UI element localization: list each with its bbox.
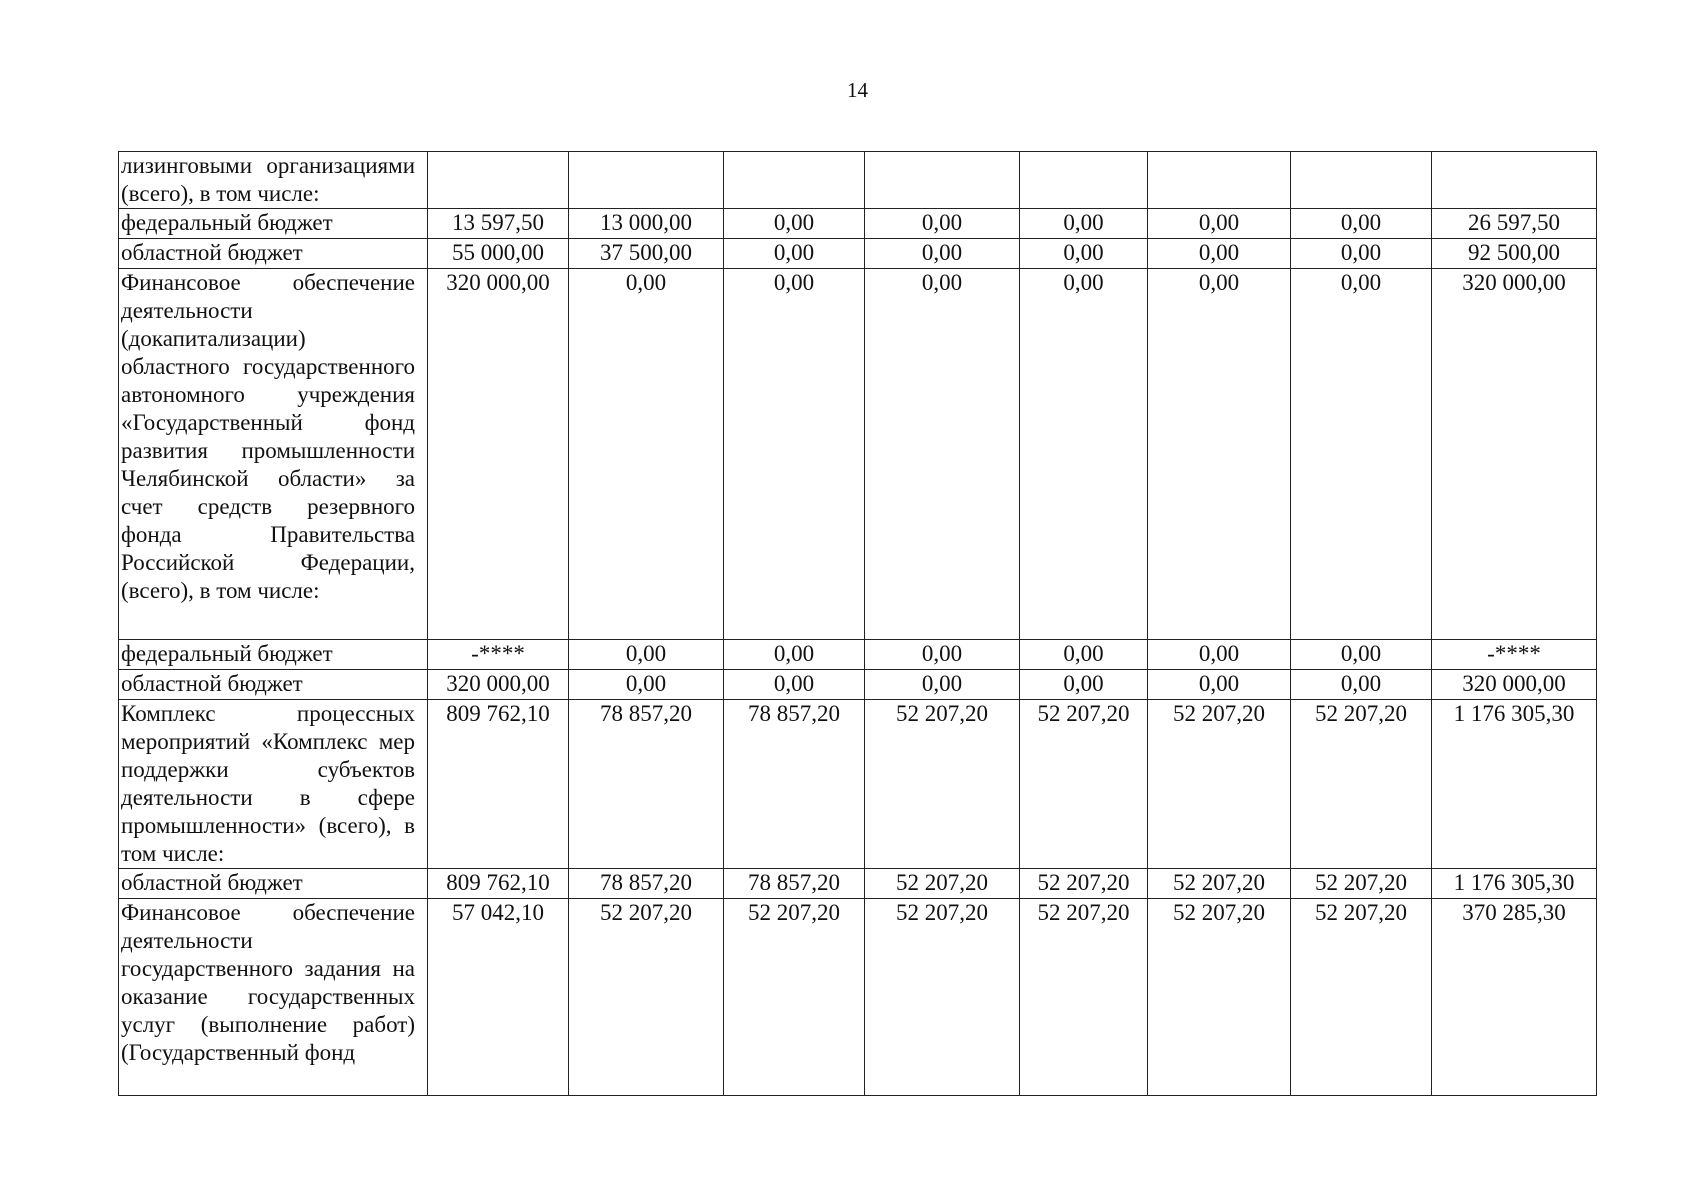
- value-cell: 0,00: [724, 209, 865, 239]
- table-row: [119, 670, 1597, 700]
- total-cell: 26 597,50: [1432, 209, 1597, 239]
- value-cell: 320 000,00: [428, 670, 569, 700]
- value-cell: 52 207,20: [865, 899, 1020, 1096]
- value-cell: 0,00: [1291, 640, 1432, 670]
- value-cell: 78 857,20: [569, 869, 724, 899]
- table-row: [119, 869, 1597, 899]
- value-cell: 320 000,00: [428, 269, 569, 640]
- value-cell: 809 762,10: [428, 700, 569, 869]
- value-cell: [569, 152, 724, 209]
- total-cell: 370 285,30: [1432, 899, 1597, 1096]
- table-row: [119, 239, 1597, 269]
- row-label: Комплекс процессных мероприятий «Комплекс мер поддержки субъектов деятельности в сфере промышленности» (всего), в том числе:: [119, 700, 428, 869]
- value-cell: 57 042,10: [428, 899, 569, 1096]
- value-cell: 13 000,00: [569, 209, 724, 239]
- value-cell: 809 762,10: [428, 869, 569, 899]
- value-cell: 52 207,20: [1291, 869, 1432, 899]
- total-cell: [1432, 152, 1597, 209]
- total-cell: -****: [1432, 640, 1597, 670]
- table-row: [119, 899, 1597, 1096]
- value-cell: 0,00: [1148, 209, 1291, 239]
- value-cell: 0,00: [1291, 269, 1432, 640]
- row-label: областной бюджет: [119, 670, 428, 700]
- value-cell: [724, 152, 865, 209]
- value-cell: 0,00: [724, 239, 865, 269]
- total-cell: 320 000,00: [1432, 269, 1597, 640]
- table-row: [119, 640, 1597, 670]
- value-cell: 52 207,20: [865, 869, 1020, 899]
- value-cell: 52 207,20: [865, 700, 1020, 869]
- value-cell: 52 207,20: [724, 899, 865, 1096]
- row-label: областной бюджет: [119, 239, 428, 269]
- value-cell: [1148, 152, 1291, 209]
- value-cell: 0,00: [865, 640, 1020, 670]
- value-cell: 37 500,00: [569, 239, 724, 269]
- value-cell: 52 207,20: [1291, 899, 1432, 1096]
- total-cell: 1 176 305,30: [1432, 869, 1597, 899]
- value-cell: -****: [428, 640, 569, 670]
- row-label: Финансовое обеспечение деятельности государственного задания на оказание государственных услуг (выполнение работ) (Государственный фонд: [119, 899, 428, 1096]
- total-cell: 92 500,00: [1432, 239, 1597, 269]
- value-cell: 78 857,20: [569, 700, 724, 869]
- value-cell: 52 207,20: [1148, 700, 1291, 869]
- value-cell: 13 597,50: [428, 209, 569, 239]
- row-label: федеральный бюджет: [119, 640, 428, 670]
- value-cell: 0,00: [1291, 670, 1432, 700]
- value-cell: [1291, 152, 1432, 209]
- value-cell: 0,00: [1291, 239, 1432, 269]
- value-cell: 52 207,20: [1148, 899, 1291, 1096]
- value-cell: 0,00: [1020, 239, 1148, 269]
- table-row: [119, 700, 1597, 869]
- row-label: лизинговыми организациями (всего), в том числе:: [119, 152, 428, 209]
- value-cell: 0,00: [1291, 209, 1432, 239]
- table-row: [119, 152, 1597, 209]
- value-cell: 0,00: [1020, 209, 1148, 239]
- value-cell: 0,00: [865, 209, 1020, 239]
- value-cell: [865, 152, 1020, 209]
- row-label: областной бюджет: [119, 869, 428, 899]
- value-cell: [428, 152, 569, 209]
- total-cell: 1 176 305,30: [1432, 700, 1597, 869]
- value-cell: 0,00: [569, 269, 724, 640]
- row-label: федеральный бюджет: [119, 209, 428, 239]
- value-cell: 0,00: [724, 670, 865, 700]
- value-cell: 0,00: [865, 239, 1020, 269]
- value-cell: 0,00: [1020, 269, 1148, 640]
- table-row: [119, 209, 1597, 239]
- value-cell: 0,00: [865, 269, 1020, 640]
- value-cell: 0,00: [1148, 269, 1291, 640]
- total-cell: 320 000,00: [1432, 670, 1597, 700]
- value-cell: 0,00: [569, 670, 724, 700]
- value-cell: 0,00: [1148, 640, 1291, 670]
- value-cell: 0,00: [569, 640, 724, 670]
- value-cell: 0,00: [1148, 239, 1291, 269]
- value-cell: 52 207,20: [1148, 869, 1291, 899]
- value-cell: 52 207,20: [1020, 700, 1148, 869]
- value-cell: 78 857,20: [724, 869, 865, 899]
- value-cell: 52 207,20: [1291, 700, 1432, 869]
- value-cell: 0,00: [724, 640, 865, 670]
- budget-table: [118, 151, 1597, 1096]
- value-cell: 0,00: [1020, 670, 1148, 700]
- value-cell: 0,00: [1148, 670, 1291, 700]
- value-cell: 0,00: [865, 670, 1020, 700]
- page-number: 14: [847, 78, 868, 102]
- value-cell: 52 207,20: [569, 899, 724, 1096]
- value-cell: [1020, 152, 1148, 209]
- value-cell: 78 857,20: [724, 700, 865, 869]
- value-cell: 0,00: [1020, 640, 1148, 670]
- value-cell: 52 207,20: [1020, 869, 1148, 899]
- value-cell: 52 207,20: [1020, 899, 1148, 1096]
- row-label: Финансовое обеспечение деятельности (докапитализации) областного государственного автономного учреждения «Государственный фонд развития промышленности Челябинской области» за счет средств резервного фонда Правительства Российской Федерации, (всего), в том числе:: [119, 269, 428, 640]
- value-cell: 0,00: [724, 269, 865, 640]
- table-row: [119, 269, 1597, 640]
- value-cell: 55 000,00: [428, 239, 569, 269]
